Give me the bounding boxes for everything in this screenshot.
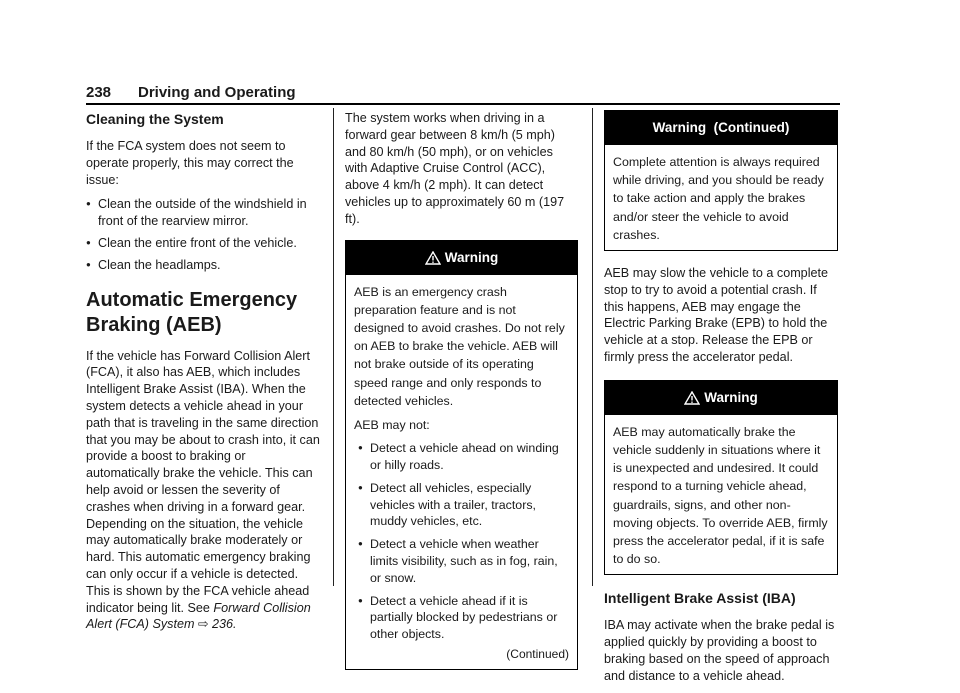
page-header <box>86 84 840 104</box>
page-number: 238 <box>86 84 112 101</box>
warning-paragraph: AEB may automatically brake the vehicle suddenly in situations where it is unexpected and undesired. It could respond to a turning vehicle ahead, guardrails, signs, and other non-moving objects. To override AEB, firmly press the accelerator pedal, if it is safe to do so. <box>613 424 828 567</box>
aeb-paragraph-text: If the vehicle has Forward Collision Alert (FCA), it also has AEB, which includes Intelligent Brake Assist (IBA). When the system detects a vehicle ahead in your path that is traveling in the same direction that you may be about to crash into, it can provide a boost to braking or automatically brake the vehicle. This can help avoid or lessen the severity of crashes when driving in a forward gear. Depending on the situation, the vehicle may automatically brake moderately or hard. This automatic emergency braking can only occur if a vehicle is detected. This is shown by the FCA vehicle ahead indicator being lit. See <box>86 348 320 615</box>
warning-title: Warning <box>704 389 758 405</box>
warning-header <box>605 381 837 415</box>
auto-brake-warning-box <box>604 380 838 576</box>
list-item: ● Clean the outside of the windshield in front of the rearview mirror. <box>86 196 322 230</box>
column-right <box>604 110 838 693</box>
warning-body <box>346 275 577 670</box>
page-reference-arrow-icon: ⇨ <box>197 617 209 632</box>
aeb-paragraph <box>86 348 322 634</box>
warning-header <box>346 241 577 275</box>
warning-paragraph: Complete attention is always required while driving, and you should be ready to take action and apply the brakes and/or steer the vehicle to avoid crashes. <box>613 155 824 242</box>
column-middle <box>345 110 578 680</box>
cleaning-list <box>86 196 322 273</box>
list-item: ● Detect a vehicle ahead if it is partially blocked by pedestrians or other objects. <box>358 593 569 643</box>
warning-body <box>605 415 837 575</box>
warning-header: Warning (Continued) <box>605 111 837 145</box>
cleaning-intro: If the FCA system does not seem to operate properly, this may correct the issue: <box>86 139 294 187</box>
continued-warning-box <box>604 110 838 251</box>
iba-paragraph: IBA may activate when the brake pedal is applied quickly by providing a boost to braking based on the speed of approach and distance to a vehicle ahead. <box>604 618 835 683</box>
cleaning-heading: Cleaning the System <box>86 111 224 127</box>
warning-triangle-icon <box>684 391 700 405</box>
section-title: Driving and Operating <box>138 84 296 101</box>
speed-paragraph: The system works when driving in a forward gear between 8 km/h (5 mph) and 80 km/h (50 mph), or on vehicles with Adaptive Cruise Control (ACC), above 4 km/h (2 mph). It can detect vehicles up to approximately 60 m (197 ft). <box>345 111 565 226</box>
aeb-heading-line2: Braking (AEB) <box>86 313 222 336</box>
fca-system-link[interactable]: Forward Collision Alert (FCA) System <box>86 600 311 632</box>
list-item: ● Detect a vehicle when weather limits visibility, such as in fog, rain, or snow. <box>358 536 569 586</box>
warning-list <box>358 440 569 643</box>
iba-heading: Intelligent Brake Assist (IBA) <box>604 590 796 607</box>
slow-paragraph: AEB may slow the vehicle to a complete stop to try to avoid a potential crash. If this happens, AEB may engage the Electric Parking Brake (EPB) to hold the vehicle at a stop. Release the EPB or firmly press the accelerator pedal. <box>604 266 828 364</box>
list-item: ● Clean the entire front of the vehicle. <box>86 235 322 252</box>
continued-label: (Continued) <box>506 646 569 661</box>
aeb-warning-box <box>345 240 578 671</box>
aeb-heading <box>86 288 322 338</box>
list-item: ● Clean the headlamps. <box>86 257 322 274</box>
column-left <box>86 110 322 641</box>
list-item: ● Detect all vehicles, especially vehicles with a trailer, tractors, muddy vehicles, etc. <box>358 480 569 530</box>
warning-paragraph: AEB is an emergency crash preparation feature and is not designed to avoid crashes. Do not rely on AEB to brake the vehicle. AEB will not brake outside of its operating speed range and only responds to detected vehicles. <box>354 284 565 408</box>
header-rule <box>86 103 840 105</box>
warning-title: Warning <box>444 249 499 265</box>
warning-triangle-icon <box>425 251 441 265</box>
warning-body <box>605 145 837 250</box>
warning-paragraph: AEB may not: <box>354 418 430 432</box>
list-item: ● Detect a vehicle ahead on winding or hilly roads. <box>358 440 569 474</box>
aeb-heading-line1: Automatic Emergency <box>86 288 298 311</box>
column-divider-2 <box>592 108 593 586</box>
fca-page-link[interactable]: 236. <box>212 617 237 632</box>
column-divider-1 <box>333 108 334 586</box>
